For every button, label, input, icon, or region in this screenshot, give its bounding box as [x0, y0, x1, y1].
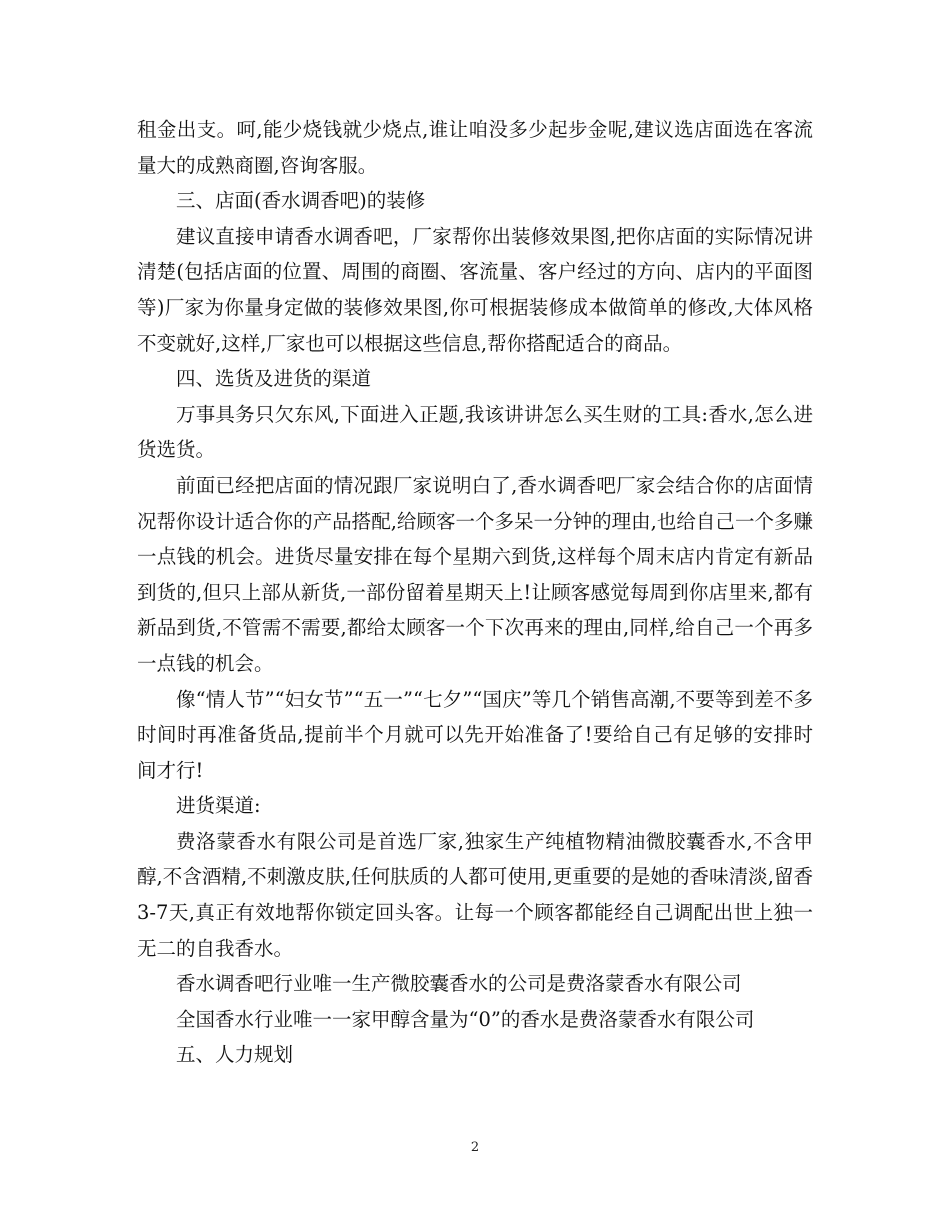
- paragraph-continuation: 租金出支。呵,能少烧钱就少烧点,谁让咱没多少起步金呢,建议选店面选在客流量大的成熟商圈,咨询客服。: [137, 118, 813, 177]
- document-body: [137, 112, 813, 1073]
- paragraph-supplier: 费洛蒙香水有限公司是首选厂家,独家生产纯植物精油微胶囊香水,不含甲醇,不含酒精,不刺激皮肤,任何肤质的人都可使用,更重要的是她的香味清淡,留香 3-7天,真正有效地帮你锁定回头客。让每一个顾客都能经自己调配出世上独一无二的自我香水。: [137, 829, 813, 960]
- section-heading-staffing: 五、人力规划: [176, 1043, 294, 1067]
- page-number: 2: [470, 1140, 480, 1155]
- section-heading-decoration: 三、店面(香水调香吧)的装修: [176, 189, 426, 213]
- paragraph-holiday-sales: 像“情人节”“妇女节”“五一”“七夕”“国庆”等几个销售高潮,不要等到差不多时间时再准备货品,提前半个月就可以先开始准备了!要给自己有足够的安排时间才行!: [137, 687, 813, 782]
- paragraph-purchasing-intro: 万事具务只欠东风,下面进入正题,我该讲讲怎么买生财的工具:香水,怎么进货选货。: [137, 402, 813, 462]
- paragraph-claim-microcapsule: 香水调香吧行业唯一生产微胶囊香水的公司是费洛蒙香水有限公司: [176, 972, 742, 996]
- section-heading-purchasing: 四、选货及进货的渠道: [176, 367, 372, 391]
- paragraph-product-arrival: 前面已经把店面的情况跟厂家说明白了,香水调香吧厂家会结合你的店面情况帮你设计适合你的产品搭配,给顾客一个多呆一分钟的理由,也给自己一个多赚一点钱的机会。进货尽量安排在每个星期六到货,这样每个周末店内肯定有新品到货的,但只上部从新货,一部份留着星期天上!让顾客感觉每周到你店里来,都有新品到货,不管需不需要,都给太顾客一个下次再来的理由,同样,给自己一个再多一点钱的机会。: [137, 473, 813, 675]
- subheading-channels: 进货渠道:: [176, 794, 261, 818]
- paragraph-claim-methanol: 全国香水行业唯一一家甲醇含量为“0”的香水是费洛蒙香水有限公司: [176, 1007, 755, 1031]
- paragraph-decoration-advice: 建议直接申请香水调香吧，厂家帮你出装修效果图,把你店面的实际情况讲清楚(包括店面的位置、周围的商圈、客流量、客户经过的方向、店内的平面图等)厂家为你量身定做的装修效果图,你可根据装修成本做简单的修改,大体风格不变就好,这样,厂家也可以根据这些信息,帮你搭配适合的商品。: [137, 224, 813, 355]
